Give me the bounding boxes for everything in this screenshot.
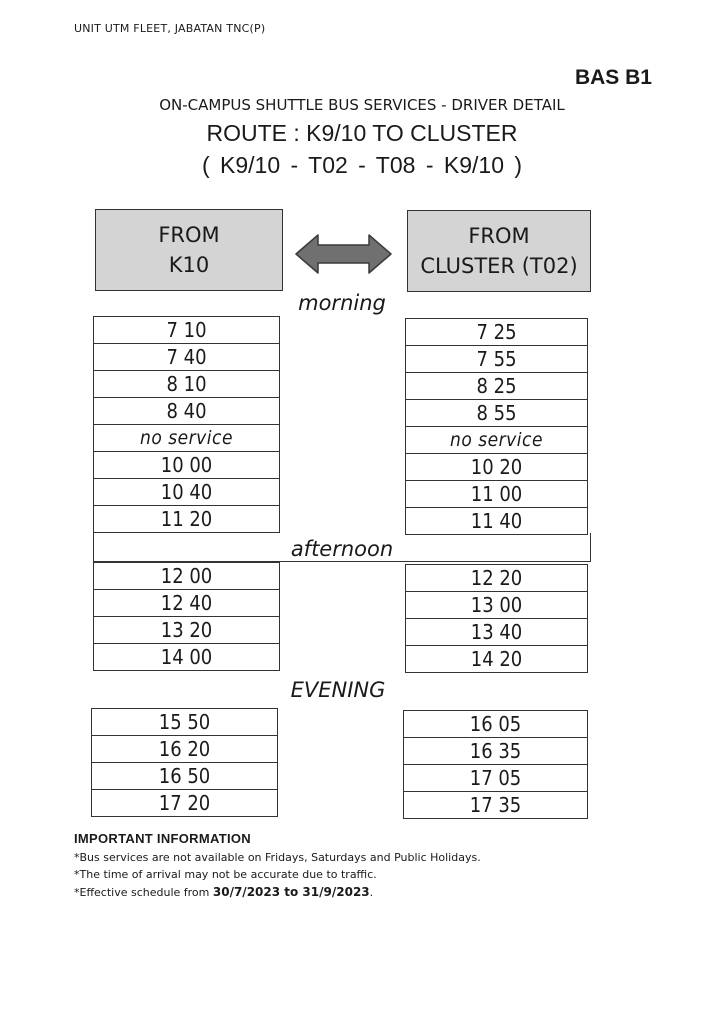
departure-time: 8 10: [94, 371, 280, 398]
table-row: [404, 738, 588, 765]
departure-time: 14 00: [94, 644, 280, 671]
column-header-line1: FROM: [468, 224, 530, 248]
table-row: [92, 763, 278, 790]
table-row: [406, 619, 588, 646]
table-row: [94, 317, 280, 344]
timetable-evening-from-k10: [91, 708, 278, 817]
departure-time: 13 20: [94, 617, 280, 644]
table-row: [94, 452, 280, 479]
departure-time: 15 50: [92, 709, 278, 736]
table-row: [406, 508, 588, 535]
table-row: [406, 373, 588, 400]
timetable-morning-from-cluster: [405, 318, 588, 535]
departure-time: 14 20: [406, 646, 588, 673]
route-title: ROUTE : K9/10 TO CLUSTER: [206, 120, 518, 146]
table-row: [94, 479, 280, 506]
departure-time: 17 05: [404, 765, 588, 792]
departure-time: 8 40: [94, 398, 280, 425]
bus-code: BAS B1: [574, 66, 652, 89]
info-note-traffic: *The time of arrival may not be accurate due to traffic.: [74, 868, 377, 881]
departure-time: 16 50: [92, 763, 278, 790]
departure-time: 13 40: [406, 619, 588, 646]
departure-time: 17 20: [92, 790, 278, 817]
info-title: IMPORTANT INFORMATION: [74, 831, 251, 846]
departure-time: 16 20: [92, 736, 278, 763]
departure-time: 13 00: [406, 592, 588, 619]
departure-time: 8 25: [406, 373, 588, 400]
table-row: [94, 563, 280, 590]
table-row: [92, 709, 278, 736]
departure-time: 11 00: [406, 481, 588, 508]
timetable-afternoon-from-cluster: [405, 564, 588, 673]
effective-dates: 30/7/2023 to 31/9/2023: [212, 885, 370, 899]
departure-time: 12 20: [406, 565, 588, 592]
info-note-service-days: *Bus services are not available on Fridays, Saturdays and Public Holidays.: [74, 851, 481, 864]
table-row: [94, 371, 280, 398]
column-header-line1: FROM: [158, 223, 220, 247]
section-label-evening: EVENING: [290, 678, 386, 702]
departure-time: 10 20: [406, 454, 588, 481]
departure-time: 7 55: [406, 346, 588, 373]
route-sequence: ( K9/10 - T02 - T08 - K9/10 ): [201, 152, 523, 178]
table-row: [406, 400, 588, 427]
table-row: [406, 454, 588, 481]
departure-time: 7 40: [94, 344, 280, 371]
departure-time: 17 35: [404, 792, 588, 819]
table-row: [404, 765, 588, 792]
departure-time: 11 40: [406, 508, 588, 535]
departure-time: 12 00: [94, 563, 280, 590]
table-row: [94, 590, 280, 617]
table-row: [406, 427, 588, 454]
table-row: [406, 592, 588, 619]
table-row: [94, 617, 280, 644]
section-label-afternoon: afternoon: [272, 537, 412, 561]
timetable-afternoon-from-k10: [93, 562, 280, 671]
departure-time: no service: [94, 425, 280, 452]
table-row: [406, 319, 588, 346]
table-row: [92, 736, 278, 763]
effective-suffix: .: [369, 886, 374, 899]
info-note-effective-dates: [74, 885, 373, 899]
table-row: [406, 565, 588, 592]
table-row: [404, 711, 588, 738]
departure-time: 16 35: [404, 738, 588, 765]
departure-time: 16 05: [404, 711, 588, 738]
column-header-from-k10: [95, 209, 283, 291]
table-row: [94, 506, 280, 533]
departure-time: 10 00: [94, 452, 280, 479]
table-row: [92, 790, 278, 817]
table-row: [94, 644, 280, 671]
table-row: [406, 481, 588, 508]
departure-time: 11 20: [94, 506, 280, 533]
column-header-line2: CLUSTER (T02): [420, 254, 578, 278]
table-row: [94, 398, 280, 425]
effective-prefix: *Effective schedule from: [74, 886, 213, 899]
departure-time: no service: [406, 427, 588, 454]
table-row: [94, 344, 280, 371]
table-row: [404, 792, 588, 819]
departure-time: 10 40: [94, 479, 280, 506]
unit-name: UNIT UTM FLEET, JABATAN TNC(P): [74, 22, 266, 35]
table-row: [406, 646, 588, 673]
column-header-from-cluster: [407, 210, 591, 292]
table-row: [406, 346, 588, 373]
timetable-evening-from-cluster: [403, 710, 588, 819]
departure-time: 7 25: [406, 319, 588, 346]
table-row: [94, 425, 280, 452]
departure-time: 7 10: [94, 317, 280, 344]
section-label-morning: morning: [298, 291, 386, 315]
column-header-line2: K10: [168, 253, 210, 277]
departure-time: 12 40: [94, 590, 280, 617]
timetable-morning-from-k10: [93, 316, 280, 533]
page-subtitle: ON-CAMPUS SHUTTLE BUS SERVICES - DRIVER DETAIL: [159, 96, 565, 114]
departure-time: 8 55: [406, 400, 588, 427]
double-arrow-icon: [295, 233, 392, 275]
